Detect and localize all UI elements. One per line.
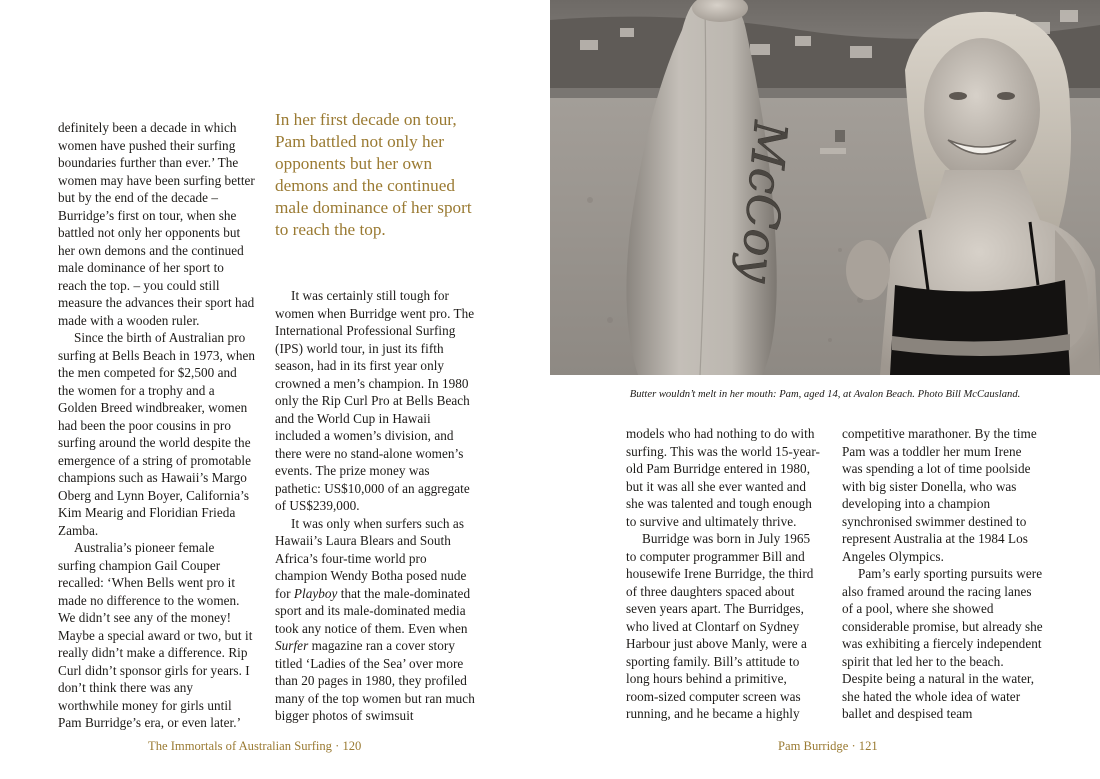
paragraph: Burridge was born in July 1965 to computer programmer Bill and housewife Irene Burridge, the third of three daughters spaced about seven years apart. The Burridges, who lived at Clontarf on Sydney Harbour just above Manly, were a sporting family. Bill’s attitude to long hours behind a primitive, room-sized computer screen was running, and he became a highly (626, 531, 814, 721)
right-page-footer: Pam Burridge · 121 (778, 739, 878, 753)
pull-quote: In her first decade on tour, Pam battled not only her opponents but her own demons and the continued male dominance of her sport to reach the top. (275, 110, 472, 239)
paragraph: Pam’s early sporting pursuits were also framed around the racing lanes of a pool, where she showed considerable promise, but already she was exhibiting a fiercely independent spirit that led her to the beach. Despite being a natural in the water, she hated the whole idea of water ballet and despised team (842, 566, 1043, 721)
paragraph: It was only when surfers such as Hawaii’s Laura Blears and South Africa’s four-time world pro champion Wendy Botha posed nude for Playboy that the male-dominated sport and its male-dominated media took any notice of them. Even when Surfer magazine ran a cover story titled ‘Ladies of the Sea’ over more than 20 pages in 1980, they profiled many of the top women but ran much bigger photos of swimsuit (275, 515, 475, 723)
right-column-2 (842, 425, 1044, 723)
paragraph: definitely been a decade in which women have pushed their surfing boundaries further than ever.’ The women may have been surfing better but by the end of the decade – Burridge’s first on tour, when she battled not only her opponents but her own demons and the continued male dominance of her sport to reach the top. – you could still measure the advances their sport had made with a wooden ruler. (58, 120, 255, 328)
left-page-footer: The Immortals of Australian Surfing · 120 (148, 739, 362, 753)
paragraph: Australia’s pioneer female surfing champion Gail Couper recalled: ‘When Bells went pro it made no difference to the women. We didn’t see any of the money! Maybe a special award or two, but it really didn’t make a difference. Rip Curl didn’t sponsor girls for years. I don’t think there was any worthwhile money for girls until Pam Burridge’s era, or even later.’ (58, 540, 253, 730)
board-logo: McCoy (729, 119, 798, 285)
photo-caption: Butter wouldn’t melt in her mouth: Pam, aged 14, at Avalon Beach. Photo Bill McCausland. (629, 389, 1021, 400)
magazine-title: Surfer (275, 638, 309, 653)
left-column-1 (58, 119, 255, 732)
left-column-2 (275, 287, 475, 725)
paragraph: competitive marathoner. By the time Pam was a toddler her mum Irene was spending a lot of time poolside with big sister Donella, who was developing into a champion synchronised swimmer destined to represent Australia at the 1984 Los Angeles Olympics. (842, 426, 1037, 564)
paragraph: It was certainly still tough for women when Burridge went pro. The International Professional Surfing (IPS) world tour, in just its fifth season, had in its first year only crowned a men’s champion. In 1980 only the Rip Curl Pro at Bells Beach and the World Cup in Hawaii included a women’s division, and there were no stand-alone women’s events. The prize money was pathetic: US$10,000 of an aggregate of US$239,000. (275, 288, 475, 513)
right-column-1 (626, 425, 822, 723)
magazine-title: Playboy (293, 585, 338, 601)
paragraph: Since the birth of Australian pro surfing at Bells Beach in 1973, when the men competed for $2,500 and the women for a trophy and a Golden Breed windbreaker, women had been the poor cousins in pro surfing around the world despite the emergence of a string of promotable champions such as Hawaii’s Margo Oberg and Lynn Boyer, California’s Kim Mearig and Floridian Frieda Zamba. (58, 330, 256, 538)
surfer-photo (550, 0, 1100, 375)
paragraph: models who had nothing to do with surfing. This was the world 15-year-old Pam Burridge entered in 1980, but it was all she ever wanted and she was talented and tough enough to survive and ultimately thrive. (626, 426, 820, 529)
